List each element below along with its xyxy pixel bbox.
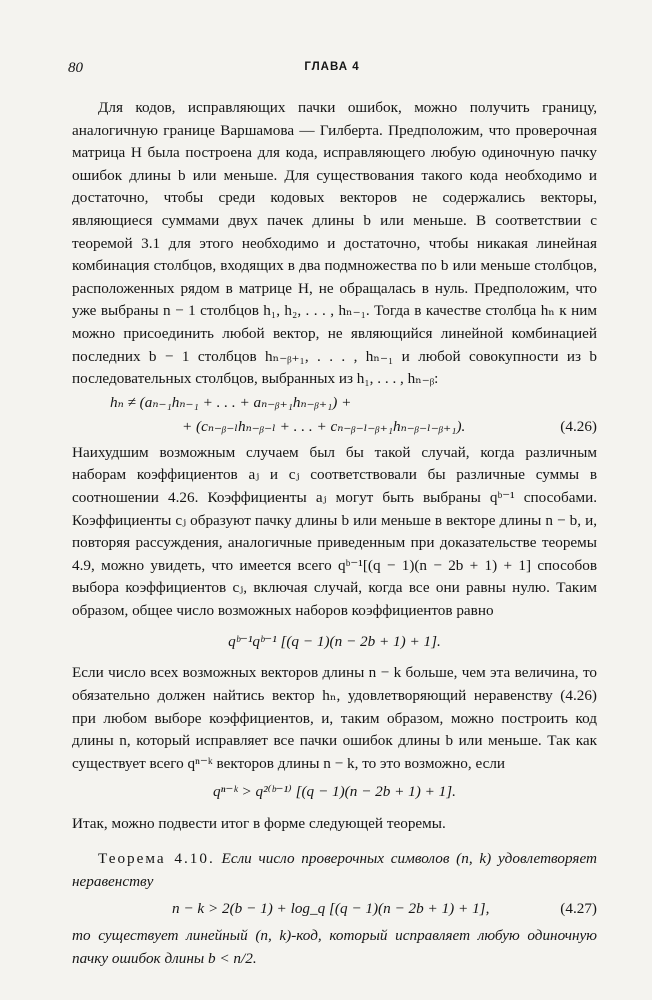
page-body	[72, 97, 597, 970]
equation-4-26-line-2	[72, 415, 597, 442]
paragraph-vector-count: Если число всех возможных векторов длины n − k больше, чем эта величина, то обязательно должен найтись вектор hₙ, удовлетворяющий неравенству (4.26) при любом выборе коэффициентов, и, таким образом, можно построить код длины n, который исправляет все пачки ошибок длины b или меньше. Так как существует всего qⁿ⁻ᵏ векторов длины n − k, то это возможно, если	[72, 664, 597, 772]
paragraph-worst-case: Наихудшим возможным случаем был бы такой случай, когда различным наборам коэффициентов aⱼ и cⱼ соответствовали бы различные суммы в соотношении 4.26. Коэффициенты aⱼ могут быть выбраны qᵇ⁻¹ способами. Коэффициенты cⱼ образуют пачку длины b или меньше в векторе длины n − b, и, повторяя рассуждения, аналогичные приведенным при доказательстве теоремы 4.9, можно увидеть, что имеется всего qᵇ⁻¹[(q − 1)(n − 2b + 1) + 1] способов выбора коэффициентов cⱼ, включая случай, когда все они равны нулю. Таким образом, общее число возможных наборов коэффициентов равно	[72, 443, 597, 619]
equation-coefficient-count: qᵇ⁻¹qᵇ⁻¹ [(q − 1)(n − 2b + 1) + 1].	[228, 633, 441, 651]
page-number: 80	[68, 60, 83, 76]
equation-4-26-line-1: hₙ ≠ (aₙ₋₁hₙ₋₁ + . . . + aₙ₋ᵦ₊₁hₙ₋ᵦ₊₁) +	[110, 393, 352, 411]
paragraph-bound-intro: Для кодов, исправляющих пачки ошибок, можно получить границу, аналогичную границе Варшамова — Гилберта. Предположим, что проверочная матрица H была построена для кода, исправляющего любую одиночную пачку ошибок длины b или меньше. Для существования такого кода необходимо и достаточно, чтобы среди кодовых векторов не содержались векторы, являющиеся суммами двух пачек длины b или меньше. В соответствии с теоремой 3.1 для этого необходимо и достаточно, чтобы никакая линейная комбинация столбцов, входящих в два подмножества по b или меньше столбцов, расположенных рядом в матрице H, не обращалась в нуль. Предположим, что уже выбраны n − 1 столбцов h₁, h₂, . . . , hₙ₋₁. Тогда в качестве столбца hₙ к ним можно присоединить любой вектор, не являющийся линейной комбинацией последних b − 1 столбцов hₙ₋ᵦ₊₁, . . . , hₙ₋₁ и любой совокупности из b последовательных столбцов, выбранных из h₁, . . . , hₙ₋ᵦ:	[72, 99, 597, 388]
equation-number-4-26: (4.26)	[560, 417, 597, 435]
equation-inequality: qⁿ⁻ᵏ > q²⁽ᵇ⁻¹⁾ [(q − 1)(n − 2b + 1) + 1].	[213, 783, 456, 801]
theorem-label: Теорема 4.10.	[98, 850, 215, 868]
page-header	[68, 60, 596, 82]
equation-number-4-27: (4.27)	[560, 900, 597, 918]
theorem-conclusion: то существует линейный (n, k)-код, который исправляет любую одиночную пачку ошибок длины b < n/2.	[72, 927, 597, 967]
chapter-title: ГЛАВА 4	[304, 61, 360, 73]
equation-4-26-line-2-text: + (cₙ₋ᵦ₋ₗhₙ₋ᵦ₋ₗ + . . . + cₙ₋ᵦ₋ₗ₋ᵦ₊₁hₙ₋ᵦ₋ₗ₋ᵦ₊₁).	[182, 417, 466, 435]
paragraph-summary: Итак, можно подвести итог в форме следующей теоремы.	[72, 815, 446, 833]
theorem-statement: Если число проверочных символов (n, k) удовлетворяет неравенству	[72, 850, 597, 890]
equation-4-27	[72, 893, 597, 925]
theorem-4-10	[72, 848, 597, 893]
equation-4-27-text: n − k > 2(b − 1) + log_q [(q − 1)(n − 2b + 1) + 1],	[172, 900, 490, 918]
